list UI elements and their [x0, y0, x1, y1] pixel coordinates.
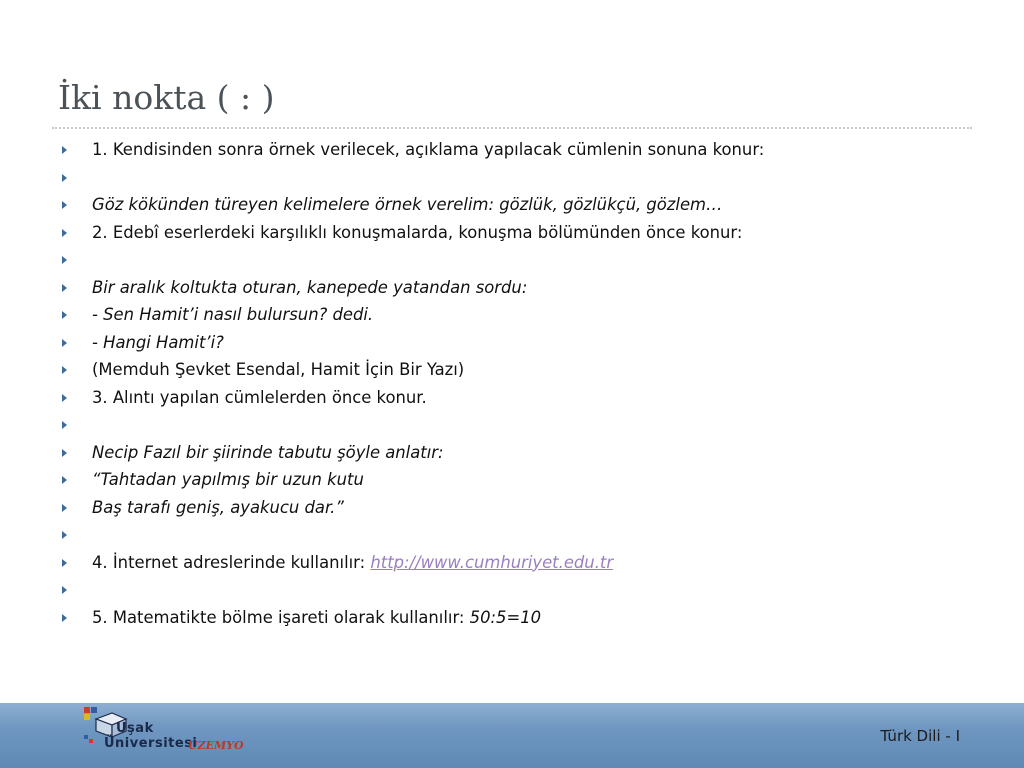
list-item-text: Baş tarafı geniş, ayakucu dar.”	[92, 497, 344, 517]
math-example: 50:5=10	[469, 607, 542, 627]
footer-band	[0, 703, 1024, 768]
list-item-text: Necip Fazıl bir şiirinde tabutu şöyle anlatır:	[92, 442, 444, 462]
list-item	[62, 494, 1002, 522]
bullet-arrow-icon	[62, 504, 67, 512]
bullet-arrow-icon	[62, 614, 67, 622]
list-item	[62, 191, 1002, 219]
list-item-text	[92, 549, 613, 577]
list-item	[62, 164, 1002, 192]
bullet-arrow-icon	[62, 531, 67, 539]
list-item-label: 5. Matematikte bölme işareti olarak kullanılır:	[92, 607, 470, 627]
list-item-text: 3. Alıntı yapılan cümlelerden önce konur.	[92, 387, 427, 407]
list-item	[62, 329, 1002, 357]
list-item-label: 4. İnternet adreslerinde kullanılır:	[92, 552, 371, 572]
bullet-arrow-icon	[62, 559, 67, 567]
list-item-text: Bir aralık koltukta oturan, kanepede yatandan sordu:	[92, 277, 528, 297]
bullet-arrow-icon	[62, 449, 67, 457]
bullet-arrow-icon	[62, 476, 67, 484]
list-item	[62, 576, 1002, 604]
list-item	[62, 411, 1002, 439]
bullet-arrow-icon	[62, 394, 67, 402]
bullet-arrow-icon	[62, 586, 67, 594]
bullet-arrow-icon	[62, 174, 67, 182]
bullet-arrow-icon	[62, 284, 67, 292]
bullet-arrow-icon	[62, 256, 67, 264]
list-item	[62, 549, 1002, 577]
bullet-list	[62, 136, 1002, 631]
list-item-text: (Memduh Şevket Esendal, Hamit İçin Bir Yazı)	[92, 360, 465, 379]
logo-text-line2: Üniversitesi	[104, 736, 198, 751]
course-name: Türk Dili - I	[880, 727, 960, 745]
web-address-link[interactable]: http://www.cumhuriyet.edu.tr	[370, 552, 614, 572]
list-item-text: - Sen Hamit’i nasıl bulursun? dedi.	[92, 305, 374, 324]
logo-text-line1: Uşak	[116, 721, 154, 736]
bullet-arrow-icon	[62, 229, 67, 237]
list-item	[62, 219, 1002, 247]
list-item-text	[92, 604, 541, 632]
list-item	[62, 466, 1002, 494]
list-item-text: - Hangi Hamit’i?	[92, 332, 224, 352]
list-item	[62, 301, 1002, 329]
bullet-arrow-icon	[62, 201, 67, 209]
list-item	[62, 274, 1002, 302]
title-divider	[52, 127, 972, 129]
list-item-text: 1. Kendisinden sonra örnek verilecek, açıklama yapılacak cümlenin sonuna konur:	[92, 140, 765, 159]
bullet-arrow-icon	[62, 421, 67, 429]
bullet-arrow-icon	[62, 146, 67, 154]
list-item	[62, 604, 1002, 632]
list-item	[62, 136, 1002, 164]
slide-title: İki nokta ( : )	[58, 78, 275, 117]
list-item	[62, 439, 1002, 467]
list-item-text: 2. Edebî eserlerdeki karşılıklı konuşmalarda, konuşma bölümünden önce konur:	[92, 222, 743, 242]
list-item	[62, 521, 1002, 549]
list-item	[62, 356, 1002, 384]
bullet-arrow-icon	[62, 366, 67, 374]
logo-script-text: UZEMYO	[188, 739, 244, 752]
university-logo	[82, 705, 302, 763]
list-item	[62, 384, 1002, 412]
list-item-text: Göz kökünden türeyen kelimelere örnek verelim: gözlük, gözlükçü, gözlem…	[92, 195, 723, 214]
list-item-text: “Tahtadan yapılmış bir uzun kutu	[92, 470, 364, 489]
bullet-arrow-icon	[62, 339, 67, 347]
list-item	[62, 246, 1002, 274]
bullet-arrow-icon	[62, 311, 67, 319]
